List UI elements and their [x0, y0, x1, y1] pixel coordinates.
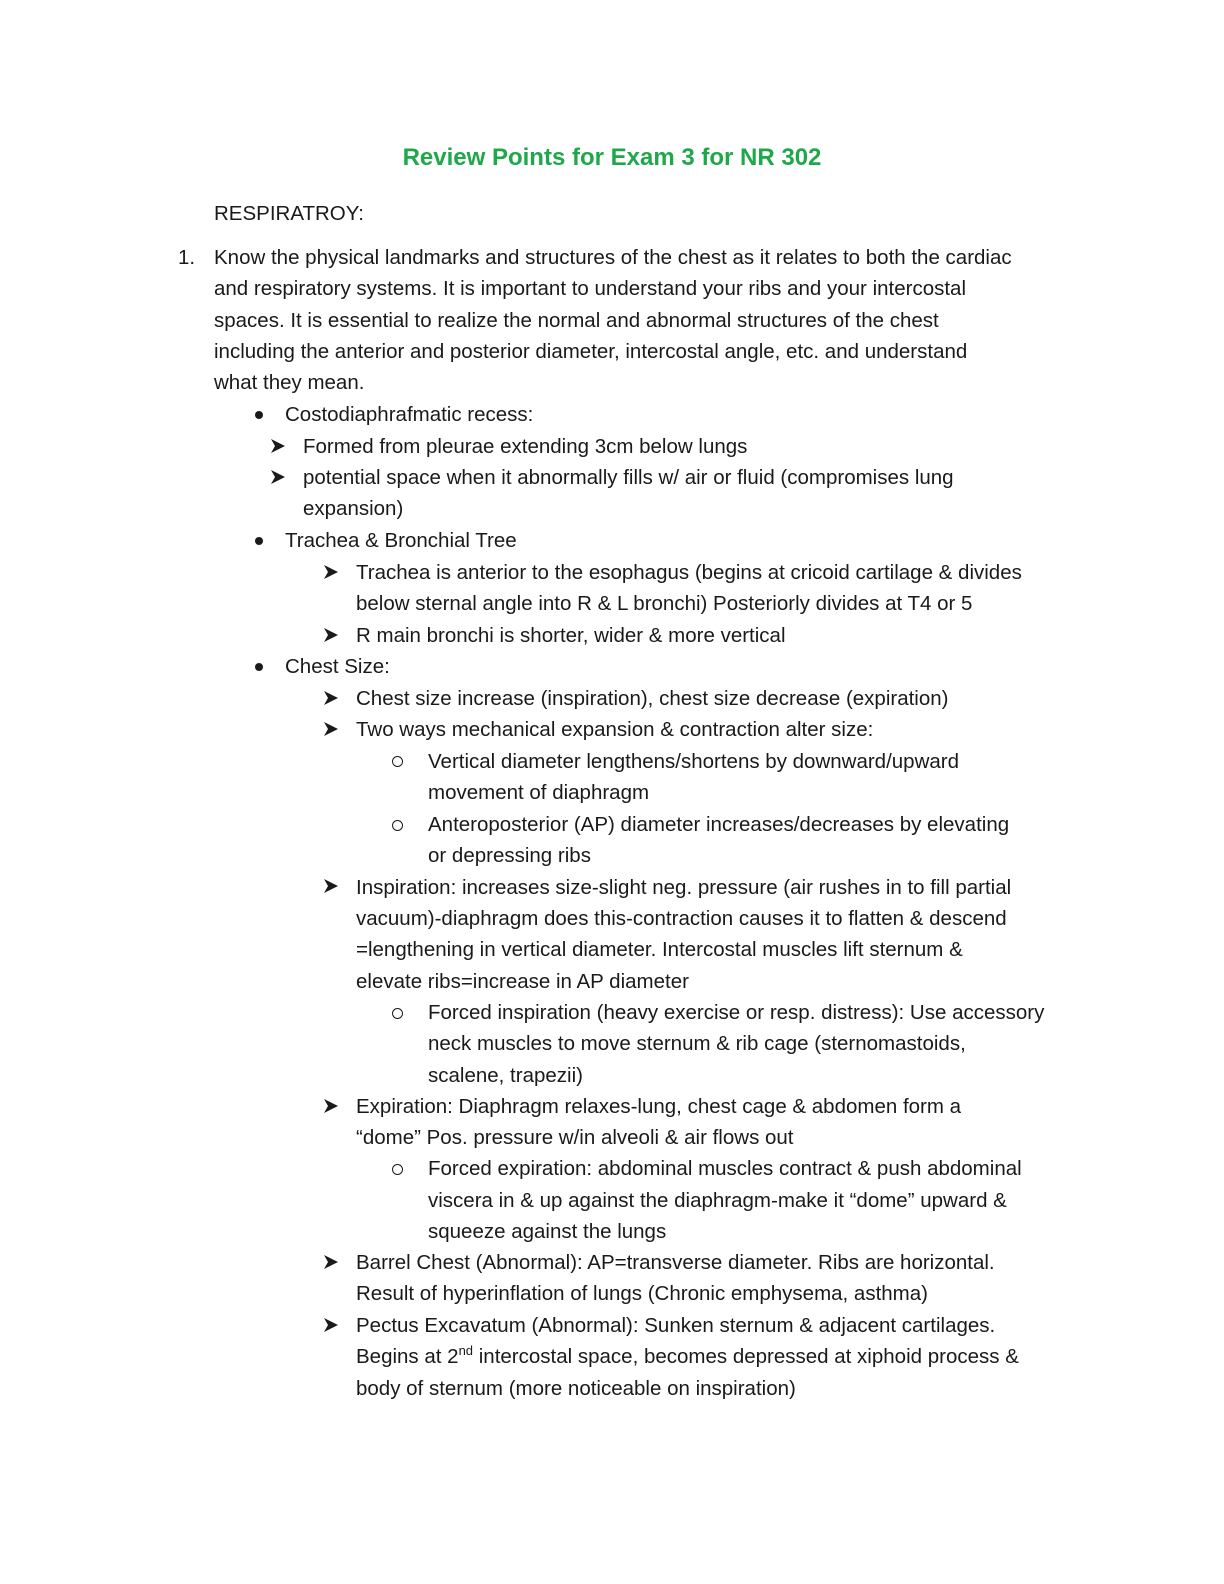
pectus-line-2-pre: Begins at 2 [356, 1345, 459, 1368]
expiration-line-2: “dome” Pos. pressure w/in alveoli & air flows out [356, 1126, 794, 1149]
arrow-bullet-icon [323, 1317, 339, 1333]
item1-line-3: spaces. It is essential to realize the normal and abnormal structures of the chest [214, 309, 939, 332]
trachea-point-2: R main bronchi is shorter, wider & more vertical [356, 624, 786, 647]
arrow-bullet-icon [323, 878, 339, 894]
arrow-bullet-icon [270, 438, 286, 454]
inspiration-line-2: vacuum)-diaphragm does this-contraction causes it to flatten & descend [356, 907, 1007, 930]
arrow-bullet-icon [323, 721, 339, 737]
forced-expiration-line-1: Forced expiration: abdominal muscles contract & push abdominal [428, 1157, 1022, 1180]
pectus-line-3: body of sternum (more noticeable on inspiration) [356, 1377, 796, 1400]
chest-point-2: Two ways mechanical expansion & contraction alter size: [356, 718, 874, 741]
arrow-bullet-icon [323, 690, 339, 706]
trachea-label: Trachea & Bronchial Tree [285, 529, 517, 552]
costo-point-2-line-2: expansion) [303, 497, 404, 520]
costo-point-2-line-1: potential space when it abnormally fills w/ air or fluid (compromises lung [303, 466, 954, 489]
pectus-line-2-post: intercostal space, becomes depressed at xiphoid process & [473, 1345, 1019, 1368]
expiration-line-1: Expiration: Diaphragm relaxes-lung, chest cage & abdomen form a [356, 1095, 962, 1118]
trachea-point-1-line-2: below sternal angle into R & L bronchi) Posteriorly divides at T4 or 5 [356, 592, 973, 615]
vertical-diameter-line-1: Vertical diameter lengthens/shortens by downward/upward [428, 750, 960, 773]
arrow-bullet-icon [323, 627, 339, 643]
bullet-icon [255, 537, 263, 545]
vertical-diameter-line-2: movement of diaphragm [428, 781, 650, 804]
circle-bullet-icon [392, 756, 403, 767]
inspiration-line-3: =lengthening in vertical diameter. Intercostal muscles lift sternum & [356, 938, 963, 961]
pectus-line-2 [356, 1341, 1019, 1372]
trachea-point-1-line-1: Trachea is anterior to the esophagus (begins at cricoid cartilage & divides [356, 561, 1022, 584]
ap-diameter-line-1: Anteroposterior (AP) diameter increases/decreases by elevating [428, 813, 1010, 836]
forced-expiration-line-2: viscera in & up against the diaphragm-make it “dome” upward & [428, 1189, 1007, 1212]
forced-inspiration-line-1: Forced inspiration (heavy exercise or resp. distress): Use accessory [428, 1001, 1045, 1024]
inspiration-line-4: elevate ribs=increase in AP diameter [356, 970, 689, 993]
ap-diameter-line-2: or depressing ribs [428, 844, 591, 867]
barrel-chest-line-2: Result of hyperinflation of lungs (Chronic emphysema, asthma) [356, 1282, 928, 1305]
chest-label: Chest Size: [285, 655, 390, 678]
arrow-bullet-icon [323, 1098, 339, 1114]
document-title: Review Points for Exam 3 for NR 302 [402, 144, 822, 171]
forced-expiration-line-3: squeeze against the lungs [428, 1220, 667, 1243]
costo-label: Costodiaphrafmatic recess: [285, 403, 534, 426]
arrow-bullet-icon [323, 564, 339, 580]
barrel-chest-line-1: Barrel Chest (Abnormal): AP=transverse diameter. Ribs are horizontal. [356, 1251, 995, 1274]
item1-line-5: what they mean. [214, 371, 365, 394]
circle-bullet-icon [392, 820, 403, 831]
item1-line-4: including the anterior and posterior diameter, intercostal angle, etc. and understand [214, 340, 968, 363]
arrow-bullet-icon [323, 1254, 339, 1270]
section-heading: RESPIRATROY: [214, 202, 364, 225]
forced-inspiration-line-2: neck muscles to move sternum & rib cage (sternomastoids, [428, 1032, 966, 1055]
inspiration-line-1: Inspiration: increases size-slight neg. pressure (air rushes in to fill partial [356, 876, 1012, 899]
item1-line-1: Know the physical landmarks and structures of the chest as it relates to both the cardiac [214, 246, 1012, 269]
item1-line-2: and respiratory systems. It is important to understand your ribs and your intercostal [214, 277, 967, 300]
costo-point-1: Formed from pleurae extending 3cm below lungs [303, 435, 748, 458]
forced-inspiration-line-3: scalene, trapezii) [428, 1064, 583, 1087]
arrow-bullet-icon [270, 469, 286, 485]
bullet-icon [255, 411, 263, 419]
circle-bullet-icon [392, 1008, 403, 1019]
circle-bullet-icon [392, 1164, 403, 1175]
chest-point-1: Chest size increase (inspiration), chest size decrease (expiration) [356, 687, 949, 710]
bullet-icon [255, 663, 263, 671]
list-number: 1. [178, 246, 196, 269]
ordinal-suffix: nd [458, 1343, 474, 1359]
pectus-line-1: Pectus Excavatum (Abnormal): Sunken sternum & adjacent cartilages. [356, 1314, 996, 1337]
